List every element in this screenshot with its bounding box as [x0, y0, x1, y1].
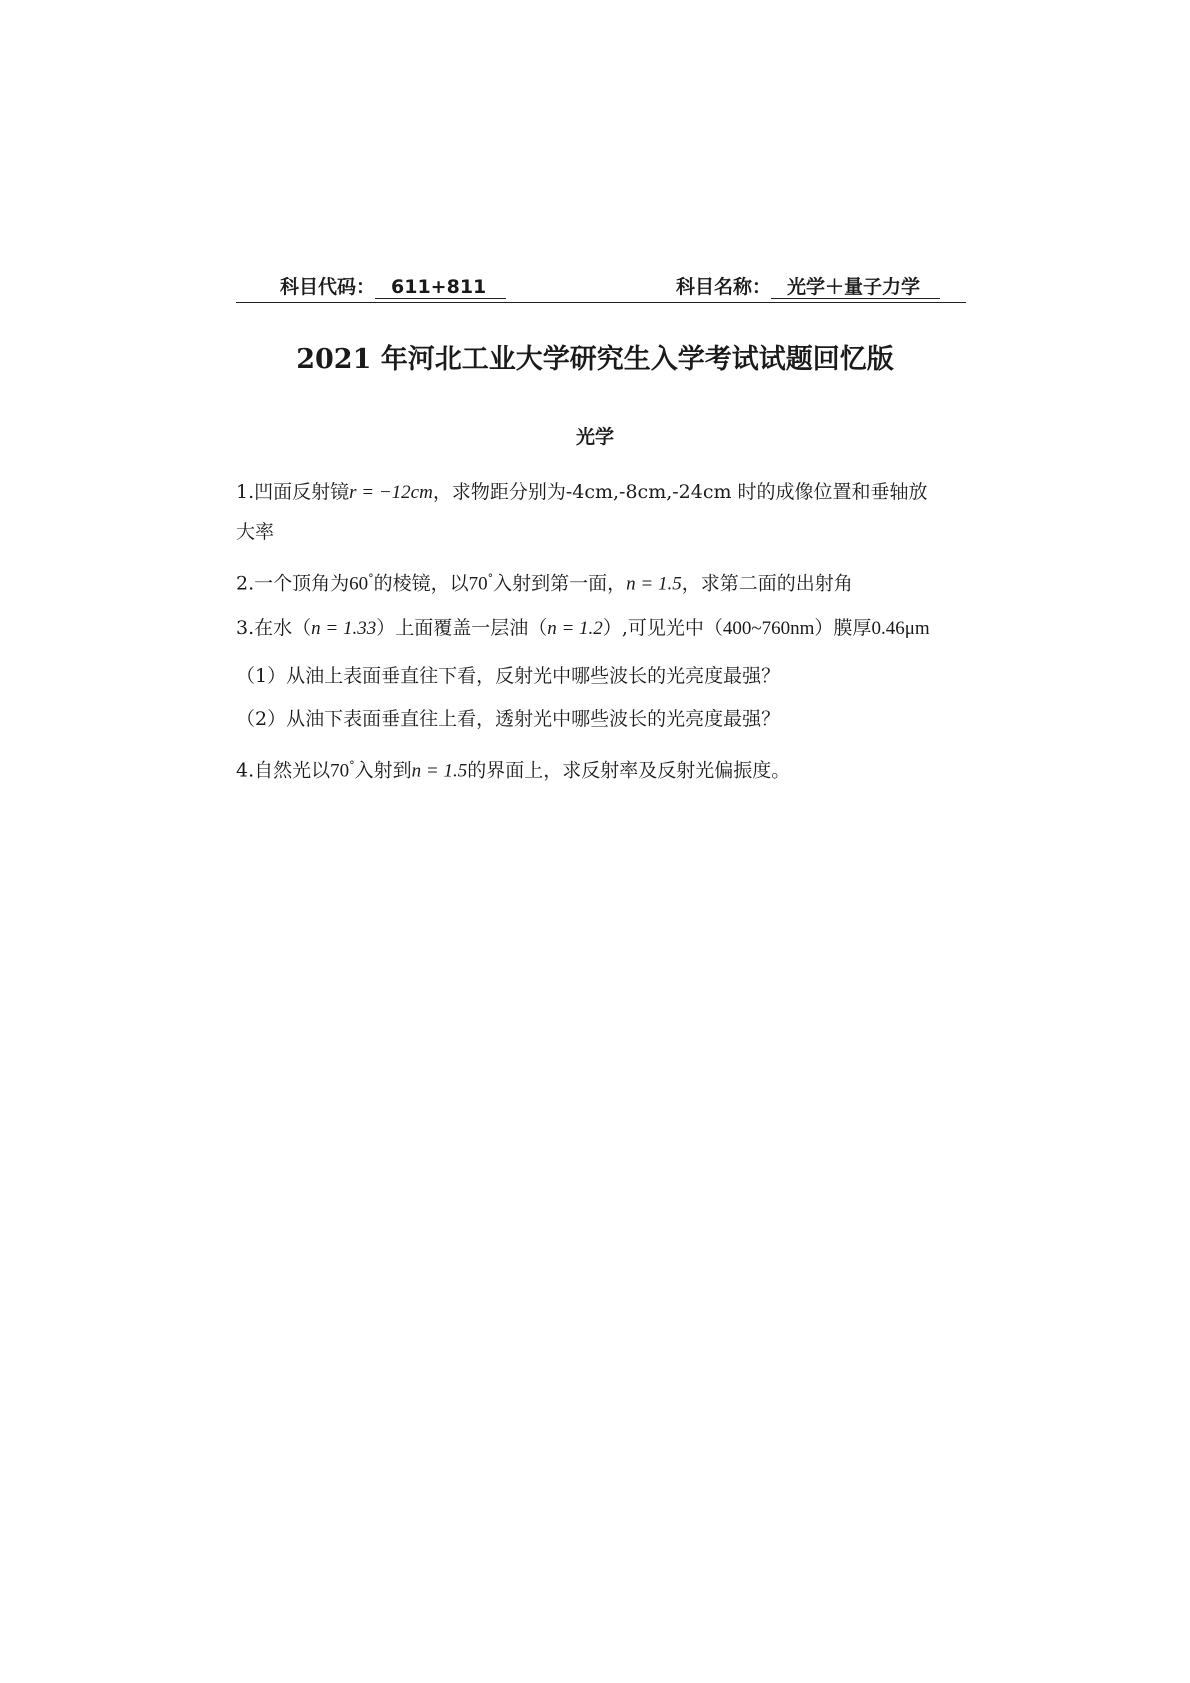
q4-text-c: 的界面上，求反射率及反射光偏振度。 [467, 759, 791, 782]
q2-angle-1: 60 [349, 573, 369, 595]
exam-title: 2021 年河北工业大学研究生入学考试试题回忆版 [296, 344, 894, 375]
q3-index-water: n = 1.33 [311, 618, 377, 639]
q4-text-b: 入射到 [354, 759, 412, 782]
question-2 [236, 561, 976, 602]
subject-name-label: 科目名称： [676, 276, 772, 298]
q1-text-c: 大率 [236, 521, 275, 543]
q1-text-b: ，求物距分别为-4cm,-8cm,-24cm 时的成像位置和垂轴放 [432, 481, 928, 503]
q1-text-a: 1.凹面反射镜 [236, 481, 350, 503]
question-3-sub-1 [236, 658, 976, 694]
question-1-line-2 [236, 514, 976, 550]
subject-code [280, 272, 506, 299]
question-4 [236, 748, 976, 789]
q3-sub2-text: （2）从油下表面垂直往上看，透射光中哪些波长的光亮度最强？ [236, 708, 781, 730]
q3-text-b: ）上面覆盖一层油（ [376, 617, 548, 639]
q3-wavelength-range: 400~760nm [722, 618, 815, 639]
question-3-sub-2 [236, 701, 976, 737]
q3-thickness: 0.46μm [871, 618, 930, 639]
q2-text-b: 的棱镜，以 [373, 572, 469, 595]
q4-text-a: 4.自然光以 [236, 759, 331, 782]
q3-sub1-text: （1）从油上表面垂直往下看，反射光中哪些波长的光亮度最强？ [236, 665, 781, 687]
subject-name-value: 光学＋量子力学 [771, 276, 940, 299]
page-header [236, 266, 966, 303]
degree-symbol: ° [349, 759, 355, 772]
q3-text-a: 3.在水（ [236, 617, 312, 639]
q1-formula: r = −12cm [349, 482, 433, 503]
q3-text-c: ）,可见光中（ [602, 617, 723, 639]
q3-text-d: ）膜厚 [814, 617, 872, 639]
degree-symbol: ° [368, 572, 374, 585]
section-heading: 光学 [575, 426, 614, 448]
q3-index-oil: n = 1.2 [547, 618, 603, 639]
q2-text-d: ，求第二面的出射角 [681, 572, 853, 595]
q4-refractive-index: n = 1.5 [411, 760, 468, 782]
degree-symbol: ° [487, 572, 494, 585]
question-1-line-1 [236, 474, 976, 511]
q2-refractive-index: n = 1.5 [626, 573, 682, 595]
q4-angle: 70 [330, 760, 350, 782]
q2-angle-2: 70 [468, 573, 488, 595]
subject-name [676, 272, 940, 299]
q2-text-c: 入射到第一面， [493, 572, 627, 595]
q2-text-a: 2.一个顶角为 [236, 572, 350, 595]
subject-code-label: 科目代码： [280, 276, 376, 298]
subject-code-value: 611+811 [375, 276, 506, 299]
question-3 [236, 610, 976, 647]
